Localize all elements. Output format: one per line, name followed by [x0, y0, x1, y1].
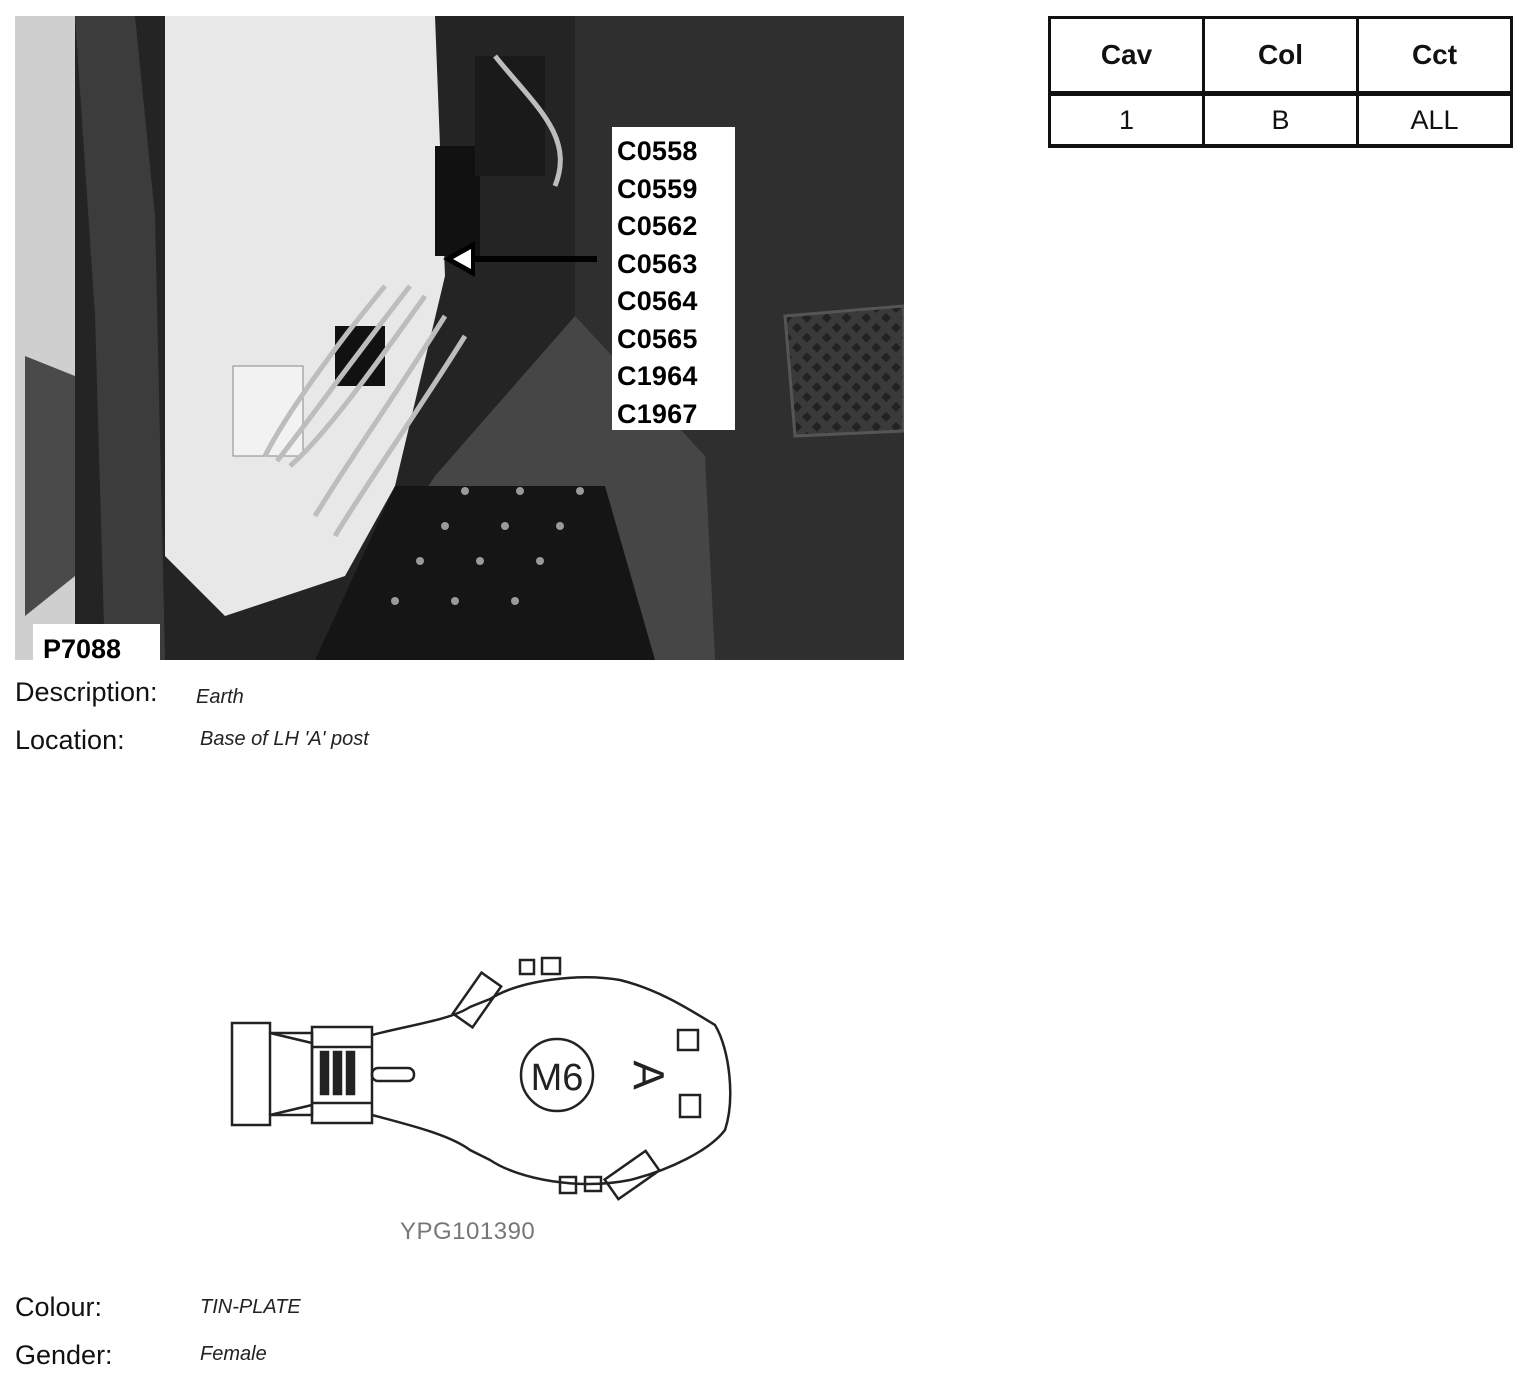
connector-label: C1967 — [617, 398, 698, 429]
connector-label: C1964 — [617, 361, 698, 391]
location-photo — [15, 16, 904, 660]
connector-label: C0565 — [617, 323, 698, 354]
table-row — [1050, 94, 1512, 147]
description-value: Earth — [196, 686, 244, 708]
cell-col: B — [1204, 94, 1358, 147]
location-value: Base of LH 'A' post — [200, 728, 369, 750]
connector-label: C0559 — [617, 173, 698, 204]
stud-size-label: M6 — [530, 1057, 584, 1099]
colour-label: Colour: — [15, 1292, 103, 1322]
description-label: Description: — [15, 677, 158, 707]
photo-illustration — [15, 16, 904, 660]
connector-label: C0563 — [617, 248, 698, 279]
connector-label: C0564 — [617, 286, 698, 316]
connector-callout — [612, 127, 735, 430]
connector-label: C0558 — [617, 136, 698, 166]
colour-value: TIN-PLATE — [200, 1296, 301, 1318]
connector-label: C0562 — [617, 211, 698, 241]
cell-cct: ALL — [1358, 94, 1512, 147]
ring-terminal-drawing — [220, 955, 750, 1205]
header-cav: Cav — [1050, 18, 1204, 94]
photo-id-label: P7088 — [33, 624, 160, 660]
header-cct: Cct — [1358, 18, 1512, 94]
pin-table — [1048, 16, 1513, 148]
terminal-letter: A — [623, 1060, 673, 1090]
gender-value: Female — [200, 1343, 267, 1365]
gender-label: Gender: — [15, 1340, 113, 1370]
part-number: YPG101390 — [400, 1218, 536, 1245]
location-label: Location: — [15, 725, 125, 755]
cell-cav: 1 — [1050, 94, 1204, 147]
table-header-row — [1050, 18, 1512, 94]
header-col: Col — [1204, 18, 1358, 94]
